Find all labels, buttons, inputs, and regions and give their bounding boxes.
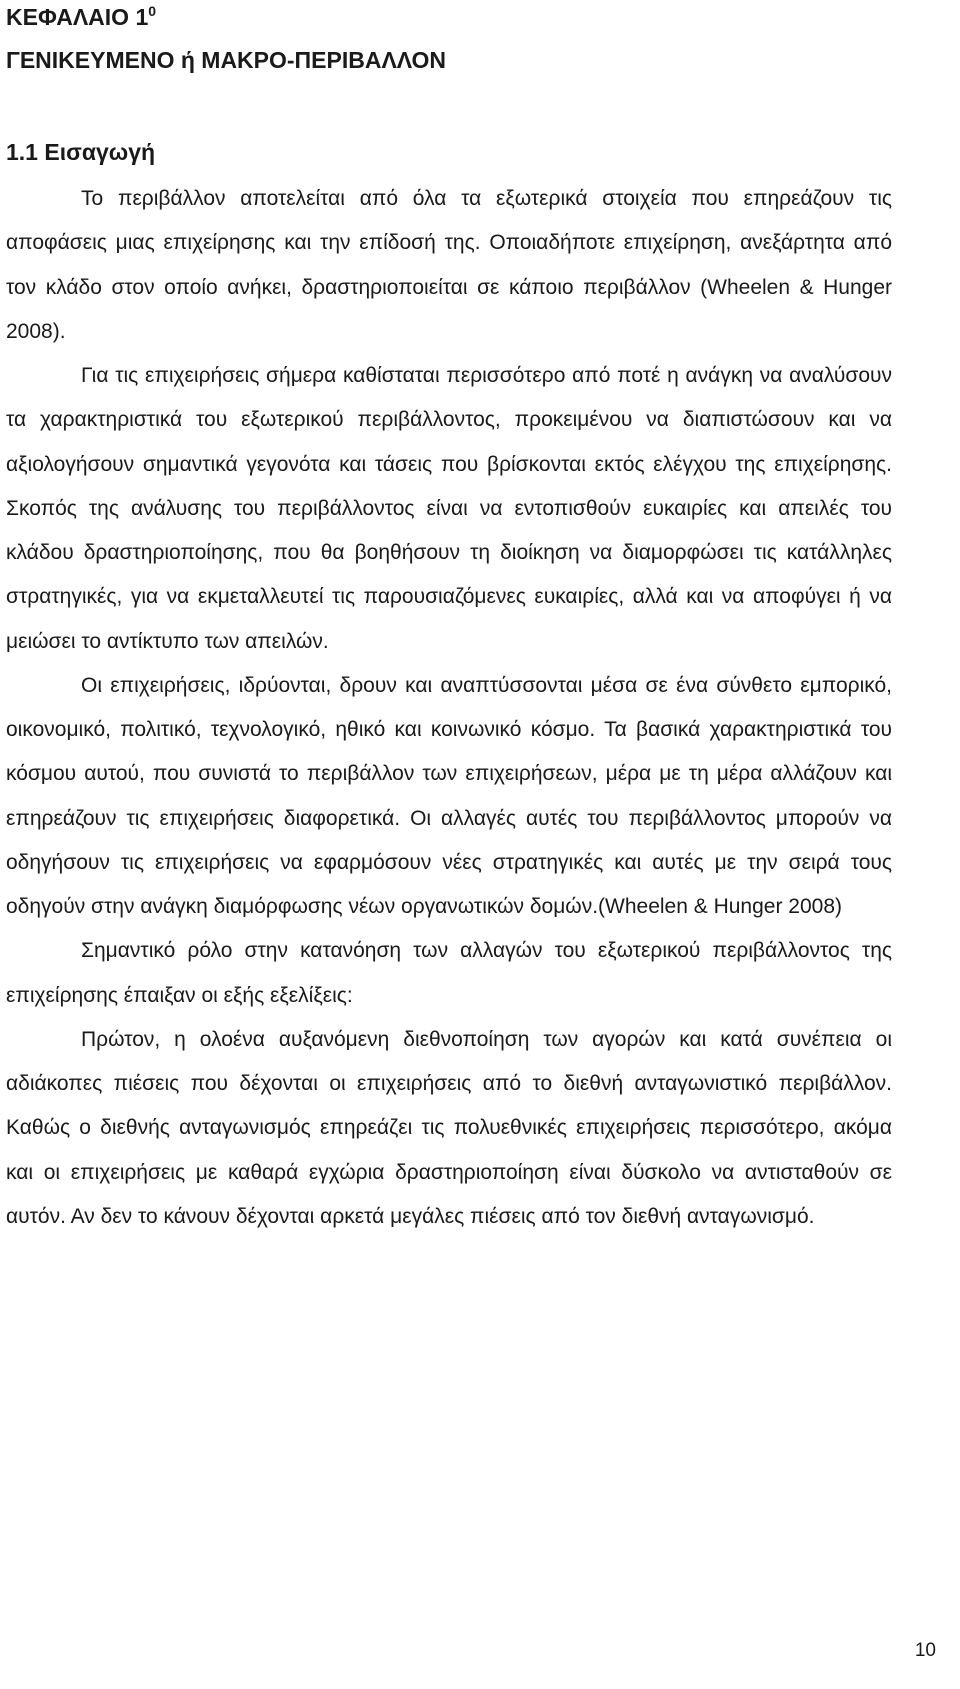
chapter-title-superscript: 0 bbox=[148, 3, 157, 19]
body-text bbox=[6, 177, 892, 1239]
chapter-title bbox=[6, 2, 156, 32]
paragraph-3: Οι επιχειρήσεις, ιδρύονται, δρουν και αναπτύσσονται μέσα σε ένα σύνθετο εμπορικό, οικονομικό, πολιτικό, τεχνολογικό, ηθικό και κοινωνικό κόσμο. Τα βασικά χαρακτηριστικά του κόσμου αυτού, που συνιστά το περιβάλλον των επιχειρήσεων, μέρα με τη μέρα αλλάζουν και επηρεάζουν τις επιχειρήσεις διαφορετικά. Οι αλλαγές αυτές του περιβάλλοντος μπορούν να οδηγήσουν τις επιχειρήσεις να εφαρμόσουν νέες στρατηγικές και αυτές με την σειρά τους οδηγούν στην ανάγκη διαμόρφωσης νέων οργανωτικών δομών.(Wheelen & Hunger 2008) bbox=[6, 673, 892, 918]
paragraph-2: Για τις επιχειρήσεις σήμερα καθίσταται περισσότερο από ποτέ η ανάγκη να αναλύσουν τα χαρακτηριστικά του εξωτερικού περιβάλλοντος, προκειμένου να διαπιστώσουν και να αξιολογήσουν σημαντικά γεγονότα και τάσεις που βρίσκονται εκτός ελέγχου της επιχείρησης. Σκοπός της ανάλυσης του περιβάλλοντος είναι να εντοπισθούν ευκαιρίες και απειλές του κλάδου δραστηριοποίησης, που θα βοηθήσουν τη διοίκηση να διαμορφώσει τις κατάλληλες στρατηγικές, για να εκμεταλλευτεί τις παρουσιαζόμενες ευκαιρίες, αλλά και να αποφύγει ή να μειώσει το αντίκτυπο των απειλών. bbox=[6, 364, 892, 653]
paragraph-5: Πρώτον, η ολοένα αυξανόμενη διεθνοποίηση των αγορών και κατά συνέπεια οι αδιάκοπες πιέσεις που δέχονται οι επιχειρήσεις από το διεθνή ανταγωνιστικό περιβάλλον. Καθώς ο διεθνής ανταγωνισμός επηρεάζει τις πολυεθνικές επιχειρήσεις περισσότερο, ακόμα και οι επιχειρήσεις με καθαρά εγχώρια δραστηριοποίηση είναι δύσκολο να αντισταθούν σε αυτόν. Αν δεν το κάνουν δέχονται αρκετά μεγάλες πιέσεις από τον διεθνή ανταγωνισμό. bbox=[6, 1027, 892, 1228]
page-number: 10 bbox=[914, 1640, 936, 1661]
paragraph-4: Σημαντικό ρόλο στην κατανόηση των αλλαγών του εξωτερικού περιβάλλοντος της επιχείρησης έπαιξαν οι εξής εξελίξεις: bbox=[6, 939, 892, 1007]
chapter-subtitle: ΓΕΝΙΚΕΥΜΕΝΟ ή ΜΑΚΡΟ-ΠΕΡΙΒΑΛΛΟΝ bbox=[6, 47, 447, 73]
section-title: 1.1 Εισαγωγή bbox=[6, 139, 156, 165]
paragraph-1: Το περιβάλλον αποτελείται από όλα τα εξωτερικά στοιχεία που επηρεάζουν τις αποφάσεις μιας επιχείρησης και την επίδοσή της. Οποιαδήποτε επιχείρηση, ανεξάρτητα από τον κλάδο στον οποίο ανήκει, δραστηριοποιείται σε κάποιο περιβάλλον (Wheelen & Hunger 2008). bbox=[6, 187, 892, 343]
chapter-title-text: ΚΕΦΑΛΑΙΟ 1 bbox=[6, 4, 149, 30]
